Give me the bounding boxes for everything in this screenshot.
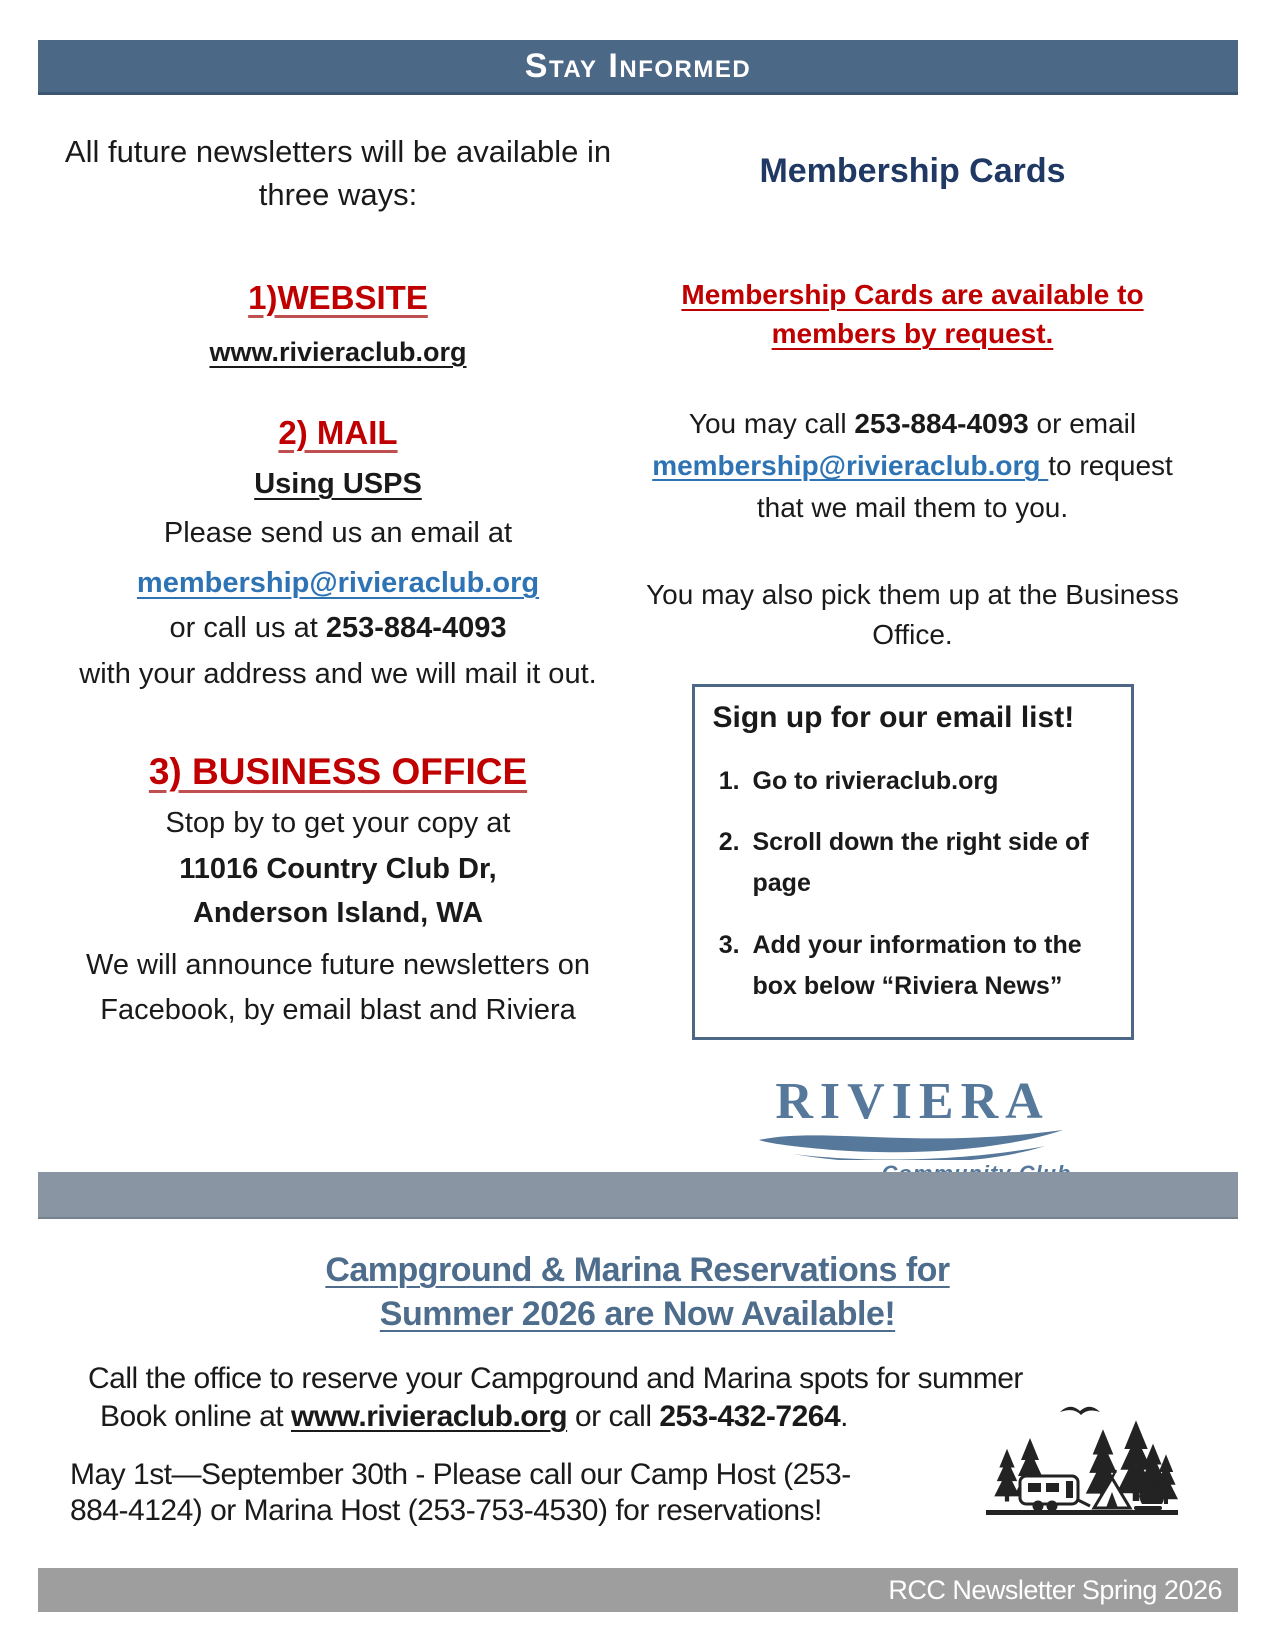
book-online-mid: or call — [567, 1399, 660, 1433]
mail-subheading: Using USPS — [254, 467, 422, 500]
right-column — [640, 152, 1185, 1187]
mail-line1: Please send us an email at — [163, 516, 513, 549]
section-divider-bar — [38, 1172, 1238, 1219]
office-phone-number: 253-884-4093 — [325, 612, 507, 645]
website-heading: 1)WEBSITE — [248, 278, 428, 316]
booking-url-link[interactable]: www.rivieraclub.org — [290, 1399, 568, 1433]
office-address-line2: Anderson Island, WA — [192, 897, 484, 930]
pickup-paragraph: You may also pick them up at the Business Office. — [646, 579, 1179, 650]
signup-box-heading: Sign up for our email list! — [712, 700, 1075, 734]
reservation-line1: Call the office to reserve your Campground and Marina spots for summer — [88, 1362, 1023, 1396]
signup-steps-list — [713, 761, 1113, 1007]
banner-title: Stay Informed — [524, 46, 752, 85]
riviera-logo — [748, 1073, 1078, 1187]
membership-availability-note: Membership Cards are available to members by request. — [681, 279, 1144, 350]
footer-bar — [38, 1568, 1238, 1612]
mail-line3: with your address and we will mail it out. — [79, 658, 597, 691]
list-item: 2. Scroll down the right side of page — [747, 822, 1113, 905]
host-line2: 884-4124) or Marina Host (253-753-4530) for reservations! — [70, 1494, 822, 1528]
membership-phone-number: 253-884-4093 — [854, 408, 1029, 440]
membership-cards-heading: Membership Cards — [759, 152, 1066, 190]
list-item: 1. Go to rivieraclub.org — [747, 761, 1113, 802]
office-note-line2: Facebook, by email blast and Riviera — [100, 994, 576, 1027]
campground-heading-line1: Campground & Marina Reservations for — [325, 1251, 950, 1289]
office-line1: Stop by to get your copy at — [165, 806, 511, 839]
booking-phone-number: 253-432-7264 — [659, 1399, 841, 1433]
office-address-line1: 11016 Country Club Dr, — [179, 852, 497, 885]
campground-heading — [0, 1248, 1275, 1336]
office-note — [38, 943, 638, 1033]
mail-call-line — [38, 610, 638, 646]
mail-heading: 2) MAIL — [278, 413, 398, 451]
business-office-heading: 3) BUSINESS OFFICE — [148, 750, 528, 792]
book-online-suffix: . — [840, 1399, 848, 1433]
para1-suffix: to request that we mail them to you. — [756, 450, 1173, 524]
host-contact-paragraph — [0, 1457, 950, 1529]
membership-email-link[interactable]: membership@rivieraclub.org — [136, 567, 540, 600]
footer-text: RCC Newsletter Spring 2026 — [888, 1574, 1222, 1605]
riviera-logo-wordmark: RIVIERA — [775, 1073, 1050, 1130]
host-line1: May 1st—September 30th - Please call our Camp Host (253- — [70, 1458, 851, 1492]
membership-email-link-2[interactable]: membership@rivieraclub.org — [652, 450, 1049, 482]
membership-request-paragraph — [640, 403, 1185, 529]
mail-email-line — [38, 567, 638, 600]
office-note-line1: We will announce future newsletters on — [85, 949, 591, 982]
logo-wave-icon — [748, 1124, 1078, 1165]
list-item: 3. Add your information to the box below “Riviera News” — [747, 925, 1113, 1008]
camping-illustration — [982, 1396, 1182, 1522]
email-signup-box — [692, 684, 1134, 1040]
para1-mid: or email — [1028, 408, 1137, 440]
stay-informed-banner — [38, 40, 1238, 95]
left-column — [38, 130, 638, 1033]
para1-prefix: You may call — [688, 408, 855, 440]
intro-text: All future newsletters will be available in three ways: — [64, 134, 612, 213]
book-online-prefix: Book online at — [100, 1399, 291, 1433]
website-url-link[interactable]: www.rivieraclub.org — [209, 336, 467, 367]
campground-heading-line2: Summer 2026 are Now Available! — [379, 1295, 896, 1334]
mail-call-prefix: or call us at — [169, 612, 326, 645]
